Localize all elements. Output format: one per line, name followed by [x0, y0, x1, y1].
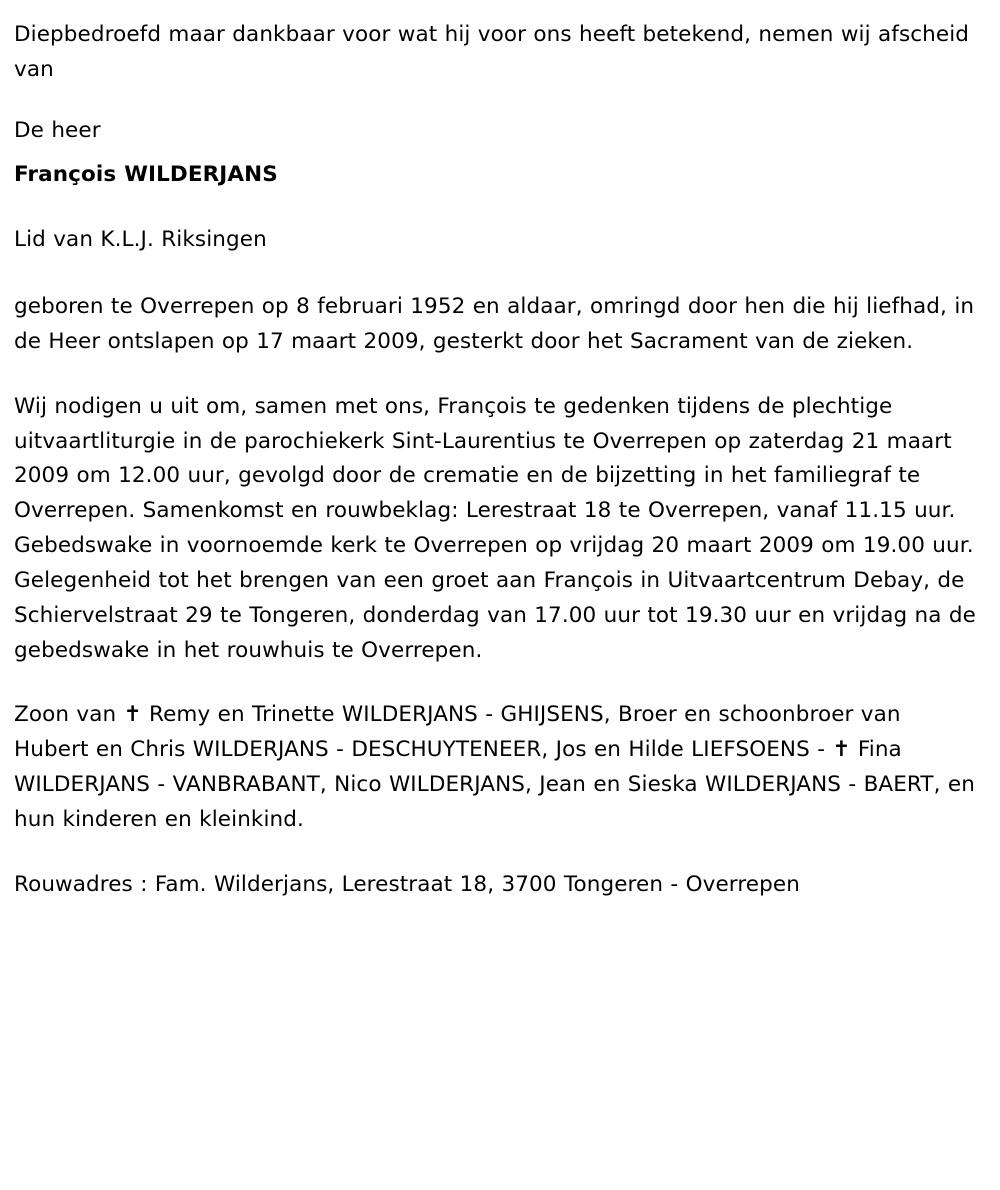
- birth-death-text: geboren te Overrepen op 8 februari 1952 en aldaar, omringd door hen die hij liefhad, in de Heer ontslapen op 17 maart 2009, gesterkt door het Sacrament van de zieken.: [14, 294, 975, 354]
- service-details-text: Wij nodigen u uit om, samen met ons, François te gedenken tijdens de plechtige uitvaartliturgie in de parochiekerk Sint-Laurentius te Overrepen op zaterdag 21 maart 2009 om 12.00 uur, gevolgd door de crematie en de bijzetting in het familiegraf te Overrepen. Samenkomst en rouwbeklag: Lerestraat 18 te Overrepen, vanaf 11.15 uur. Gebedswake in voornoemde kerk te Overrepen op vrijdag 20 maart 2009 om 19.00 uur. Gelegenheid tot het brengen van een groet aan François in Uitvaartcentrum Debay, de Schiervelstraat 29 te Tongeren, donderdag van 17.00 uur tot 19.30 uur en vrijdag na de gebedswake in het rouwhuis te Overrepen.: [14, 393, 976, 663]
- mourning-address-text: Rouwadres : Fam. Wilderjans, Lerestraat 18, 3700 Tongeren - Overrepen: [14, 871, 800, 897]
- membership-text: Lid van K.L.J. Riksingen: [14, 227, 267, 253]
- dagger-icon-1: ✝: [123, 702, 142, 728]
- family-text-part-3: Fina WILDERJANS - VANBRABANT, Nico WILDERJANS, Jean en Sieska WILDERJANS - BAERT, en hun kinderen en kleinkind.: [14, 737, 975, 832]
- deceased-name: François WILDERJANS: [14, 162, 278, 188]
- family-text-part-1: Zoon van: [14, 702, 124, 728]
- family-text: [14, 698, 978, 837]
- salutation-text: De heer: [14, 117, 101, 143]
- family-text-part-2: Remy en Trinette WILDERJANS - GHIJSENS, Broer en schoonbroer van Hubert en Chris WILDERJANS - DESCHUYTENEER, Jos en Hilde LIEFSOENS -: [14, 702, 901, 763]
- intro-text: Diepbedroefd maar dankbaar voor wat hij voor ons heeft betekend, nemen wij afscheid van: [14, 22, 970, 82]
- dagger-icon-2: ✝: [832, 737, 851, 763]
